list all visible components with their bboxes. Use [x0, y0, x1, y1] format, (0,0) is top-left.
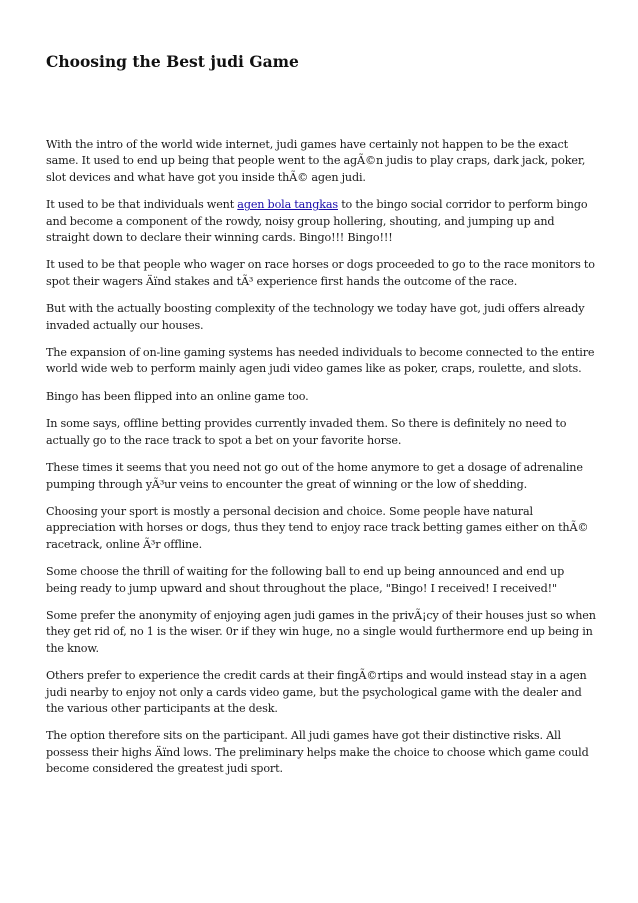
paragraph-6: Bingo has been flipped into an online game too.: [46, 389, 309, 403]
paragraph-7: In some says, offline betting provides currently invaded them. So there is definitely no need to actually go to the race track to spot a bet on your favorite horse.: [46, 417, 567, 447]
paragraph-8: These times it seems that you need not go out of the home anymore to get a dosage of adrenaline pumping through yÃ³ur veins to encounter the great of winning or the low of shedding.: [46, 461, 583, 491]
paragraph-10: Some choose the thrill of waiting for the following ball to end up being announced and end up being ready to jump upward and shout throughout the place, "Bingo! I received! I received!": [46, 565, 565, 595]
paragraph-1: With the intro of the world wide internet, judi games have certainly not happen to be the exact same. It used to end up being that people went to the agÃ©n judis to play craps, dark jack, poker, slot devices and what have got you inside thÃ© agen judi.: [46, 138, 586, 184]
paragraph-11: Some prefer the anonymity of enjoying agen judi games in the privÃ¡cy of their houses just so when they get rid of, no 1 is the wiser. 0r if they win huge, no a single would furthermore end up being in the know.: [46, 608, 596, 655]
paragraph-4: But with the actually boosting complexity of the technology we today have got, judi offers already invaded actually our houses.: [46, 302, 585, 332]
paragraph-13: The option therefore sits on the participant. All judi games have got their distinctive risks. All possess their highs Äïnd lows. The preliminary helps make the choice to choose which game could become considered the greatest judi sport.: [46, 729, 589, 776]
page-title: Choosing the Best judi Game: [46, 52, 299, 71]
document-page: [46, 52, 598, 789]
paragraph-9: Choosing your sport is mostly a personal decision and choice. Some people have natural appreciation with horses or dogs, thus they tend to enjoy race track betting games either on thÃ© racetrack, online Ã³r offline.: [46, 504, 589, 551]
agen-bola-tangkas-link[interactable]: agen bola tangkas: [237, 198, 338, 212]
paragraph-2: [46, 197, 598, 246]
paragraph-2-text-after-link: to the bingo social corridor to perform bingo and become a component of the rowdy, noisy group hollering, shouting, and jumping up and straight down to declare their winning cards. Bingo!!! Bingo!!!: [46, 198, 588, 245]
paragraph-12: Others prefer to experience the credit cards at their fingÃ©rtips and would instead stay in a agen judi nearby to enjoy not only a cards video game, but the psychological game with the dealer and the various other participants at the desk.: [46, 669, 587, 715]
paragraph-5: The expansion of on-line gaming systems has needed individuals to become connected to the entire world wide web to perform mainly agen judi video games like as poker, craps, roulette, and slots.: [46, 346, 595, 376]
paragraph-3: It used to be that people who wager on race horses or dogs proceeded to go to the race monitors to spot their wagers Äïnd stakes and tÃ³ experience first hands the outcome of the race.: [46, 258, 595, 288]
paragraph-2-text-before-link: It used to be that individuals went: [46, 198, 238, 212]
